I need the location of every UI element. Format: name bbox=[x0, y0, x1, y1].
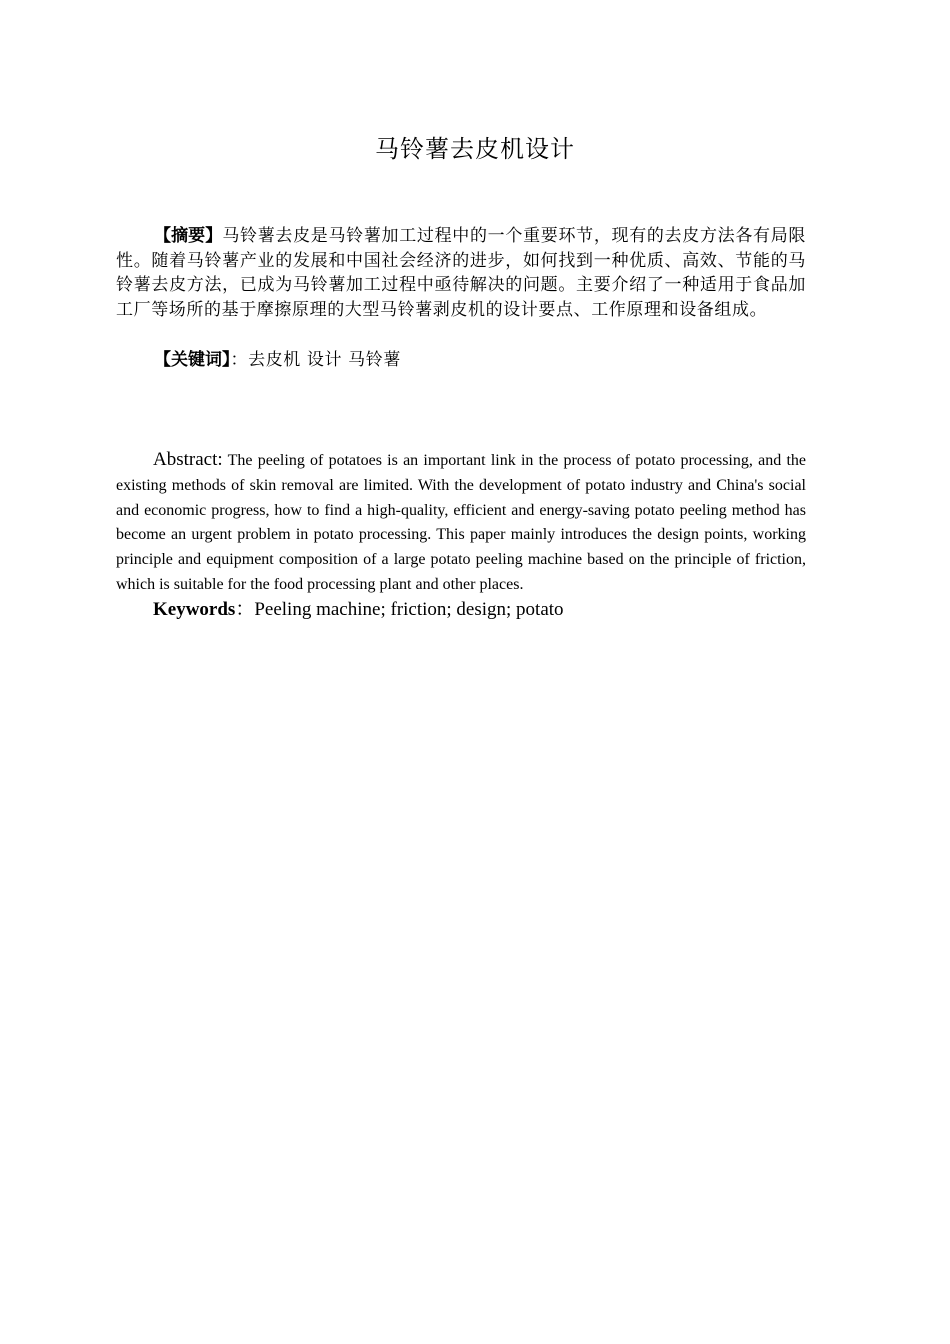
chinese-keywords-label: 【关键词】 bbox=[154, 350, 231, 370]
chinese-abstract bbox=[116, 224, 806, 322]
chinese-keywords-text: 去皮机 设计 马铃薯 bbox=[248, 350, 401, 370]
english-keywords-separator: ： bbox=[235, 599, 255, 620]
chinese-keywords bbox=[116, 347, 806, 373]
english-abstract-text: The peeling of potatoes is an important link in the process of potato processing, and the existing methods of skin removal are limited. With the development of potato industry and China's social and economic progress, how to find a high-quality, efficient and energy-saving potato peeling method has become an urgent problem in potato processing. This paper mainly introduces the design points, working principle and equipment composition of a large potato peeling machine based on the principle of friction, which is suitable for the food processing plant and other places. bbox=[116, 452, 806, 593]
chinese-abstract-text: 马铃薯去皮是马铃薯加工过程中的一个重要环节，现有的去皮方法各有局限性。随着马铃薯产业的发展和中国社会经济的进步，如何找到一种优质、高效、节能的马铃薯去皮方法，已成为马铃薯加工过程中亟待解决的问题。主要介绍了一种适用于食品加工厂等场所的基于摩擦原理的大型马铃薯剥皮机的设计要点、工作原理和设备组成。 bbox=[116, 226, 806, 320]
english-keywords-label: Keywords bbox=[153, 599, 236, 620]
english-abstract bbox=[116, 448, 806, 598]
english-abstract-label: Abstract: bbox=[153, 449, 223, 470]
english-keywords-text: Peeling machine; friction; design; potato bbox=[254, 599, 564, 620]
english-keywords bbox=[116, 596, 806, 624]
chinese-keywords-separator: ： bbox=[230, 350, 249, 370]
chinese-abstract-label: 【摘要】 bbox=[154, 226, 223, 246]
document-title: 马铃薯去皮机设计 bbox=[375, 135, 575, 163]
